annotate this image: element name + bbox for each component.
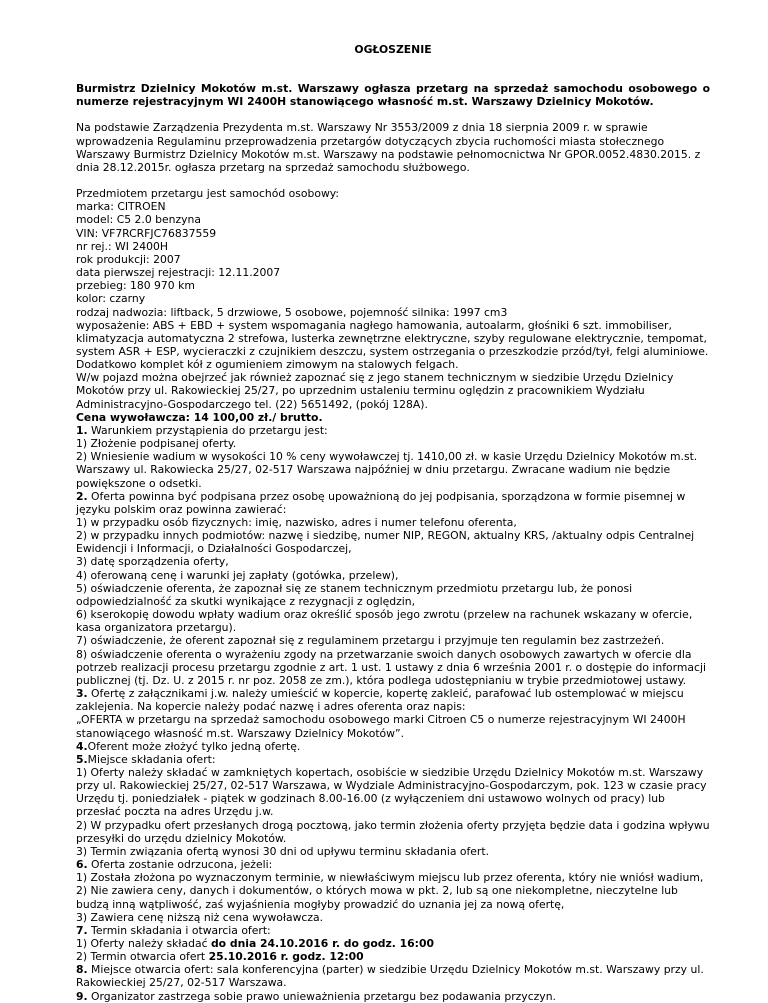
opening-date: 25.10.2016 r. godz. 12:00 — [208, 950, 364, 964]
section-2 — [76, 490, 710, 516]
section-3-envelope-label: „OFERTA w przetargu na sprzedaż samochodu osobowego marki Citroen C5 o numerze rejestracyjnym WI 2400H stanowiącego własność m.st. Warszawy Dzielnicy Mokotów”. — [76, 713, 686, 740]
legal-basis-paragraph: Na podstawie Zarządzenia Prezydenta m.st. Warszawy Nr 3553/2009 z dnia 18 sierpnia 2009 r. w sprawie wprowadzenia Regulaminu przeprowadzenia przetargów dotyczących zbycia ruchomości miasta stołecznego Warszawy Burmistrz Dzielnicy Mokotów m.st. Warszawy na podstawie pełnomocnictwa Nr GPOR.0052.4830.2015. z dnia 28.12.2015r. ogłasza przetarg na sprzedaż samochodu służbowego. — [76, 121, 701, 174]
section-text: Oferta powinna być podpisana przez osobę upoważnioną do jej podpisania, sporządzona w formie pisemnej w języku polskim oraz powinna zawierać: — [76, 489, 686, 516]
section-7-item-2 — [76, 950, 710, 963]
section-6-item-2: 2) Nie zawiera ceny, danych i dokumentów, o których mowa w pkt. 2, lub są one niekompletne, nieczytelne lub budzą inną wątpliwość, zaś wyjaśnienia mogłyby prowadzić do uznania jej za nową ofertę, — [76, 884, 678, 911]
starting-price: Cena wywoławcza: 14 100,00 zł./ brutto. — [76, 410, 323, 424]
announcement-body — [76, 187, 710, 1003]
section-5-item-3: 3) Termin związania ofertą wynosi 30 dni od upływu terminu składania ofert. — [76, 844, 490, 858]
vehicle-equipment: wyposażenie: ABS + EBD + system wspomagania nagłego hamowania, autoalarm, głośniki 6 szt. immobiliser, klimatyzacja automatyczna 2 strefowa, lusterka zewnętrzne elektryczne, szyby regulowane elektrycznie, tempomat, system ASR + ESP, wycieraczki z czujnikiem deszczu, system ostrzegania o przeszkodzie przód/tył, felgi aluminiowe. — [76, 318, 709, 358]
section-text: Oferta zostanie odrzucona, jeżeli: — [87, 858, 273, 872]
vehicle-model: model: C5 2.0 benzyna — [76, 213, 201, 227]
section-number: 1. — [76, 423, 88, 437]
section-text: Organizator zastrzega sobie prawo unieważnienia przetargu bez podawania przyczyn. — [87, 989, 556, 1003]
item-text: 1) Oferty należy składać — [76, 937, 211, 950]
section-number: 2. — [76, 489, 88, 503]
submission-deadline: do dnia 24.10.2016 r. do godz. 16:00 — [210, 937, 435, 950]
section-2-item-7: 7) oświadczenie, że oferent zapoznał się z regulaminem przetargu i przyjmuje ten regulamin bez zastrzeżeń. — [76, 634, 665, 648]
section-2-item-6: 6) kserokopię dowodu wpłaty wadium oraz określić sposób jego zwrotu (przelew na rachunek wskazany w ofercie, kasa organizatora przetargu). — [76, 608, 693, 635]
item-text: 2) Termin otwarcia ofert — [76, 950, 209, 964]
section-6-item-1: 1) Została złożona po wyznaczonym terminie, w niewłaściwym miejscu lub przez oferenta, który nie wniósł wadium, — [76, 871, 704, 885]
section-6 — [76, 858, 710, 871]
section-number: 6. — [76, 858, 88, 872]
section-9 — [76, 990, 710, 1003]
section-1-item-2: 2) Wniesienie wadium w wysokości 10 % ceny wywoławczej tj. 1410,00 zł. w kasie Urzędu Dzielnicy Mokotów m.st. Warszawy ul. Rakowiecka 25/27, 02-517 Warszawa najpóźniej w dniu przetargu. Zwracane wadium nie będzie powiększone o odsetki. — [76, 450, 698, 490]
vehicle-inspection: W/w pojazd można obejrzeć jak również zapoznać się z jego stanem technicznym w siedzibie Urzędu Dzielnicy Mokotów przy ul. Rakowieckiej 25/27, po uprzednim ustaleniu terminu oględzin z pracownikiem Wydziału Administracyjno-Gospodarczego tel. (22) 5651492, (pokój 128A). — [76, 371, 674, 411]
section-2-item-2: 2) w przypadku innych podmiotów: nazwę i siedzibę, numer NIP, REGON, aktualny KRS, /aktualny odpis Centralnej Ewidencji i Informacji, o Działalności Gospodarczej, — [76, 529, 695, 556]
section-text: Oferent może złożyć tylko jedną ofertę. — [87, 739, 301, 753]
vehicle-color: kolor: czarny — [76, 292, 146, 306]
section-1 — [76, 424, 710, 437]
vehicle-first-registration: data pierwszej rejestracji: 12.11.2007 — [76, 266, 281, 280]
section-2-item-3: 3) datę sporządzenia oferty, — [76, 555, 229, 569]
section-2-item-1: 1) w przypadku osób fizycznych: imię, nazwisko, adres i numer telefonu oferenta, — [76, 516, 517, 529]
vehicle-body-type: rodzaj nadwozia: liftback, 5 drzwiowe, 5 osobowe, pojemność silnika: 1997 cm3 — [76, 305, 508, 319]
vehicle-subject: Przedmiotem przetargu jest samochód osobowy: — [76, 187, 340, 201]
vehicle-make: marka: CITROEN — [76, 200, 166, 214]
section-text: Ofertę z załącznikami j.w. należy umieścić w kopercie, kopertę zakleić, parafować lub ostemplować w miejscu zaklejenia. Na kopercie należy podać nazwę i adres oferenta oraz napis: — [76, 687, 684, 714]
section-4 — [76, 740, 710, 753]
section-number: 7. — [76, 923, 88, 937]
section-text: Warunkiem przystąpienia do przetargu jest: — [87, 423, 328, 437]
section-6-item-3: 3) Zawiera cenę niższą niż cena wywoławcza. — [76, 910, 324, 924]
section-number: 8. — [76, 963, 88, 977]
vehicle-year: rok produkcji: 2007 — [76, 252, 181, 266]
section-7-item-1 — [76, 937, 710, 950]
announcement-heading: Burmistrz Dzielnicy Mokotów m.st. Warszawy ogłasza przetarg na sprzedaż samochodu osobowego o numerze rejestracyjnym WI 2400H stanowiącego własność m.st. Warszawy Dzielnicy Mokotów. — [76, 82, 710, 109]
section-5-item-2: 2) W przypadku ofert przesłanych drogą pocztową, jako termin złożenia oferty przyjęta będzie data i godzina wpływu przesyłki do urzędu dzielnicy Mokotów. — [76, 818, 710, 845]
section-2-item-5: 5) oświadczenie oferenta, że zapoznał się ze stanem technicznym przedmiotu przetargu lub, że ponosi odpowiedzialność za skutki wynikające z rezygnacji z oględzin, — [76, 581, 633, 608]
section-5-item-1: 1) Oferty należy składać w zamkniętych kopertach, osobiście w siedzibie Urzędu Dzielnicy Mokotów m.st. Warszawy przy ul. Rakowieckiej 25/27, 02-517 Warszawa, w Wydziale Administracyjno-Gospodarczym, pok. 123 w czasie pracy Urzędu tj. poniedziałek - piątek w godzinach 8.00-16.00 (z wyłączeniem dni ustawowo wolnych od pracy) lub przesłać poczta na adres Urzędu j.w. — [76, 765, 707, 819]
section-number: 4. — [76, 739, 88, 753]
section-number: 5. — [76, 752, 88, 766]
section-number: 3. — [76, 687, 88, 701]
section-number: 9. — [76, 989, 88, 1003]
section-7 — [76, 924, 710, 937]
vehicle-registration: nr rej.: WI 2400H — [76, 239, 168, 253]
section-5 — [76, 753, 710, 766]
document-title: OGŁOSZENIE — [354, 43, 432, 56]
section-8 — [76, 963, 710, 989]
section-2-item-8: 8) oświadczenie oferenta o wyrażeniu zgody na przetwarzanie swoich danych osobowych zawartych w ofercie dla potrzeb realizacji procesu przetargu zgodnie z art. 1 ust. 1 ustawy z dnia 6 września 2001 r. o dostępie do informacji publicznej (tj. Dz. U. z 2015 r. nr poz. 2058 ze zm.), która podlega udostępnianiu w trybie przedmiotowej ustawy. — [76, 647, 706, 687]
vehicle-vin: VIN: VF7RCRFJC76837559 — [76, 226, 217, 240]
section-text: Termin składania i otwarcia ofert: — [87, 923, 271, 937]
section-2-item-4: 4) oferowaną cenę i warunki jej zapłaty (gotówka, przelew), — [76, 568, 399, 582]
section-text: Miejsce składania ofert: — [87, 752, 216, 766]
section-text: Miejsce otwarcia ofert: sala konferencyjna (parter) w siedzibie Urzędu Dzielnicy Mokotów m.st. Warszawy przy ul. Rakowieckiej 25/27, 02-517 Warszawa. — [76, 963, 704, 990]
vehicle-extra-wheels: Dodatkowo komplet kół z ogumieniem zimowym na stalowych felgach. — [76, 358, 459, 372]
vehicle-mileage: przebieg: 180 970 km — [76, 279, 195, 293]
section-1-item-1: 1) Złożenie podpisanej oferty. — [76, 437, 237, 451]
section-3 — [76, 687, 710, 713]
